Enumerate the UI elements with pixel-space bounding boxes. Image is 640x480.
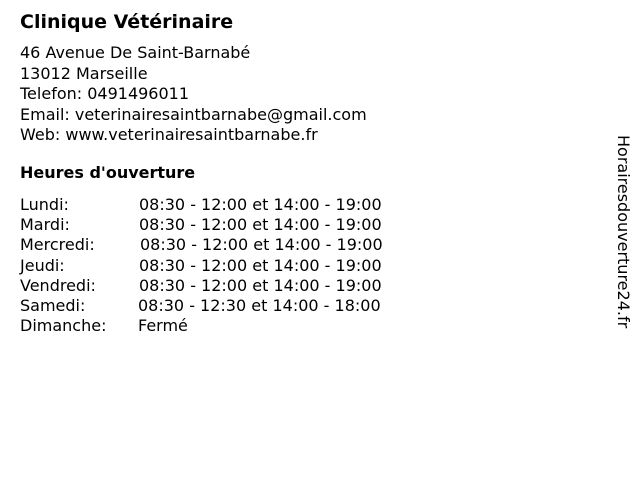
business-name: Clinique Vétérinaire: [20, 11, 234, 33]
email-address: Email: veterinairesaintbarnabe@gmail.com: [20, 104, 367, 124]
time-range: Fermé: [138, 316, 188, 336]
day-label: Samedi:: [20, 295, 86, 315]
day-label: Vendredi:: [20, 275, 96, 295]
time-range: 08:30 - 12:00 et 14:00 - 19:00: [139, 275, 382, 295]
day-label: Dimanche:: [20, 316, 107, 336]
time-range: 08:30 - 12:00 et 14:00 - 19:00: [140, 235, 383, 255]
day-label: Mardi:: [20, 215, 70, 235]
address-street: 46 Avenue De Saint-Barnabé: [20, 43, 251, 62]
contact-details: [20, 43, 367, 146]
day-label: Lundi:: [20, 195, 69, 214]
hours-heading: Heures d'ouverture: [20, 163, 196, 182]
day-label: Mercredi:: [20, 235, 95, 255]
time-range: 08:30 - 12:00 et 14:00 - 19:00: [139, 215, 382, 235]
website: Web: www.veterinairesaintbarnabe.fr: [20, 125, 318, 144]
time-range: 08:30 - 12:00 et 14:00 - 19:00: [139, 255, 382, 275]
site-watermark: Horairesdouverture24.fr: [614, 135, 633, 329]
time-range: 08:30 - 12:00 et 14:00 - 19:00: [139, 195, 382, 214]
phone-number: Telefon: 0491496011: [20, 84, 190, 103]
day-label: Jeudi:: [20, 255, 65, 275]
address-city: 13012 Marseille: [20, 63, 148, 83]
time-range: 08:30 - 12:30 et 14:00 - 18:00: [138, 295, 381, 315]
